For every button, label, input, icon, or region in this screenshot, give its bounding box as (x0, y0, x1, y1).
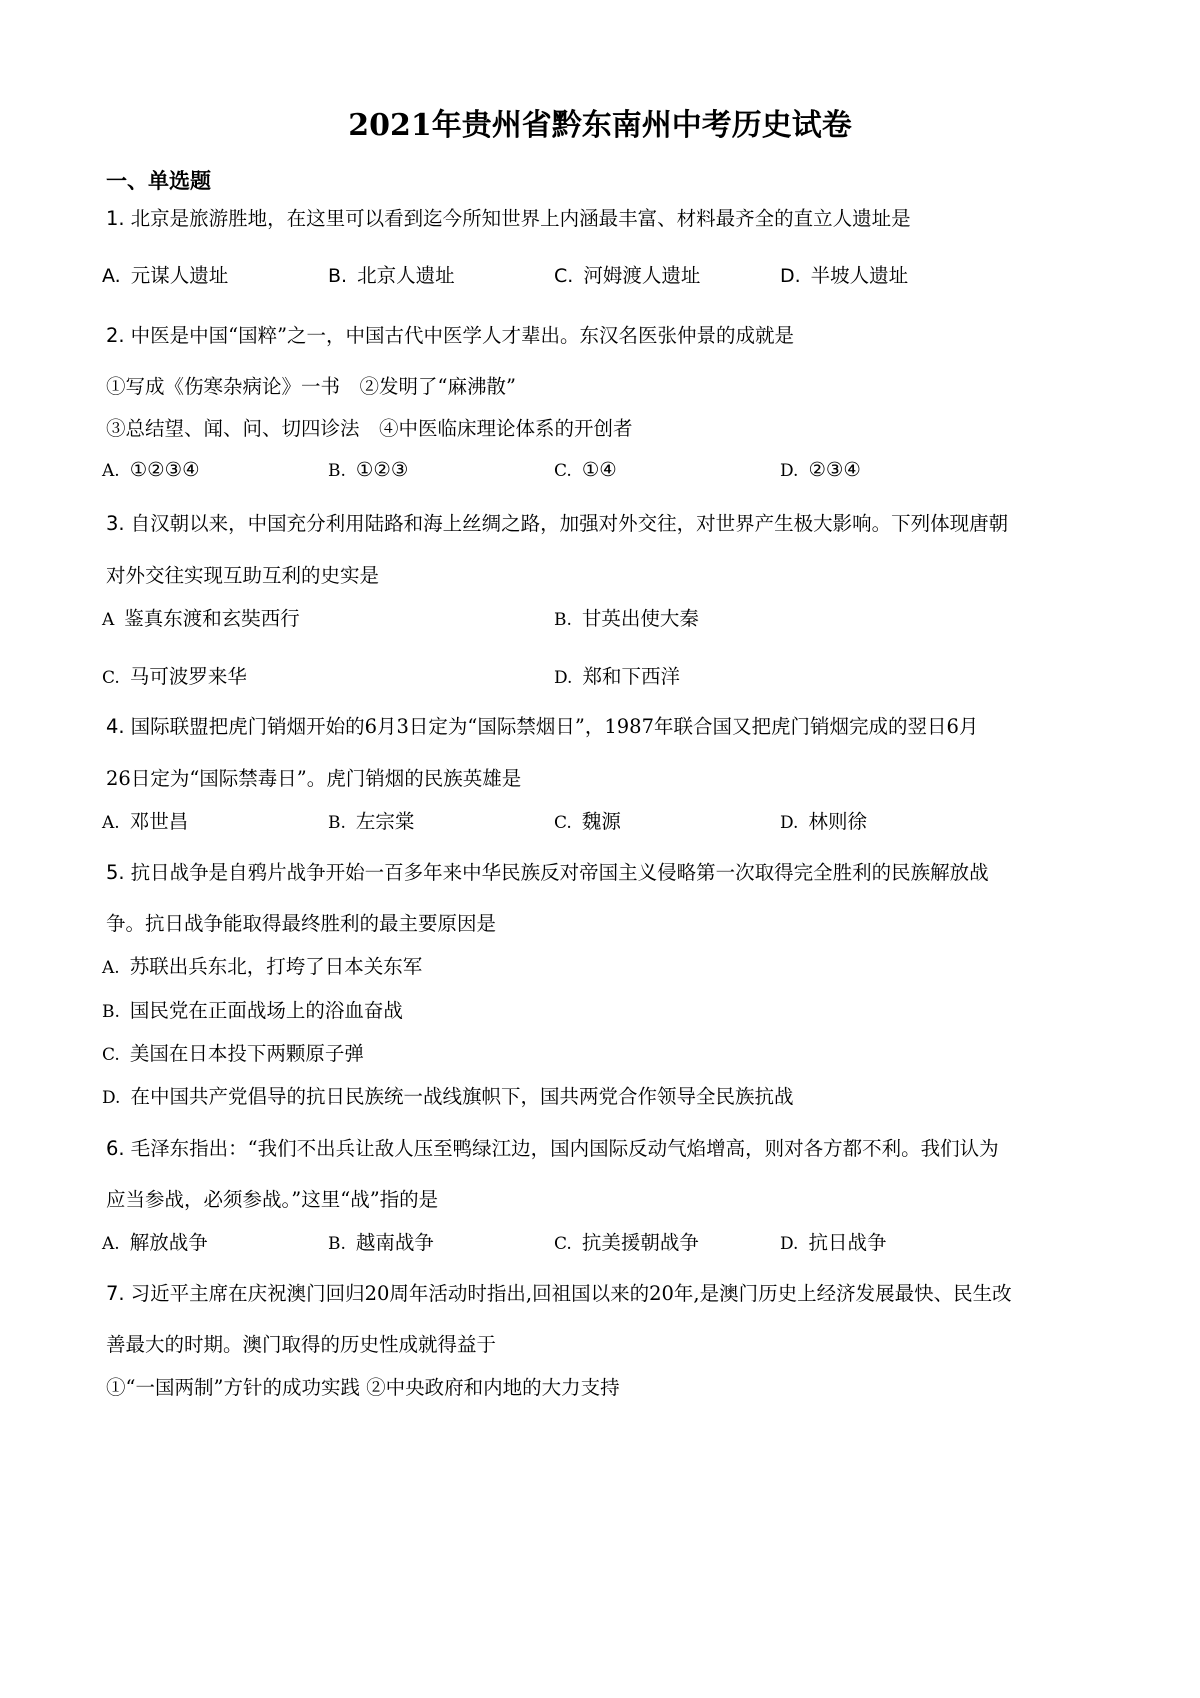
option-a[interactable]: A. 邓世昌 (102, 810, 189, 833)
option-d[interactable]: D. 半坡人遗址 (780, 264, 909, 287)
question-6-stem-cont: 应当参战，必须参战。”这里“战”指的是 (106, 1188, 439, 1211)
option-d[interactable]: D. 抗日战争 (780, 1231, 887, 1254)
option-a[interactable]: A. 元谋人遗址 (102, 264, 229, 287)
question-4-stem-cont: 26日定为“国际禁毒日”。虎门销烟的民族英雄是 (106, 767, 522, 790)
option-b[interactable]: B. 北京人遗址 (328, 264, 455, 287)
question-2-statement: ①写成《伤寒杂病论》一书 ②发明了“麻沸散” (106, 375, 516, 398)
question-5-stem: 5. 抗日战争是自鸦片战争开始一百多年来中华民族反对帝国主义侵略第一次取得完全胜利的民族解放战 (106, 861, 989, 884)
question-1-options (0, 260, 1200, 288)
option-c[interactable]: C. 抗美援朝战争 (554, 1231, 699, 1254)
question-5-option-row (0, 995, 1200, 1023)
question-2-stem: 2. 中医是中国“国粹”之一，中国古代中医学人才辈出。东汉名医张仲景的成就是 (106, 324, 795, 347)
question-3-options-row1 (0, 603, 1200, 631)
question-3-stem: 3. 自汉朝以来，中国充分利用陆路和海上丝绸之路，加强对外交往，对世界产生极大影响。下列体现唐朝 (106, 512, 1009, 535)
option-a[interactable]: A. 苏联出兵东北，打垮了日本关东军 (102, 955, 423, 978)
option-b[interactable]: B. ①②③ (328, 458, 409, 481)
question-5-stem-cont: 争。抗日战争能取得最终胜利的最主要原因是 (106, 912, 497, 935)
option-a[interactable]: A 鉴真东渡和玄奘西行 (102, 607, 300, 630)
option-d[interactable]: D. 在中国共产党倡导的抗日民族统一战线旗帜下，国共两党合作领导全民族抗战 (102, 1085, 794, 1108)
question-2-statement: ③总结望、闻、问、切四诊法 ④中医临床理论体系的开创者 (106, 417, 633, 440)
option-c[interactable]: C. 马可波罗来华 (102, 665, 247, 688)
option-b[interactable]: B. 左宗棠 (328, 810, 415, 833)
option-b[interactable]: B. 越南战争 (328, 1231, 434, 1254)
option-c[interactable]: C. 河姆渡人遗址 (554, 264, 701, 287)
question-number: 3. (106, 512, 125, 535)
question-7-stem: 7. 习近平主席在庆祝澳门回归20周年活动时指出,回祖国以来的20年,是澳门历史上经济发展最快、民生改 (106, 1282, 1012, 1305)
question-number: 4. (106, 715, 125, 738)
option-d[interactable]: D. ②③④ (780, 458, 861, 481)
question-number: 1. (106, 207, 125, 230)
question-number: 2. (106, 324, 125, 347)
question-7-statement: ①“一国两制”方针的成功实践 ②中央政府和内地的大力支持 (106, 1376, 620, 1399)
option-c[interactable]: C. ①④ (554, 458, 617, 481)
question-5-option-row (0, 951, 1200, 979)
question-4-options (0, 806, 1200, 834)
question-number: 6. (106, 1137, 125, 1160)
question-number: 5. (106, 861, 125, 884)
option-d[interactable]: D. 郑和下西洋 (554, 665, 680, 688)
question-2-options (0, 458, 1200, 486)
question-3-stem-cont: 对外交往实现互助互利的史实是 (106, 564, 380, 587)
section-heading: 一、单选题 (106, 168, 211, 193)
option-a[interactable]: A. 解放战争 (102, 1231, 208, 1254)
question-3-options-row2 (0, 661, 1200, 689)
option-a[interactable]: A. ①②③④ (102, 458, 200, 481)
question-number: 7. (106, 1282, 125, 1305)
question-6-options (0, 1227, 1200, 1255)
option-d[interactable]: D. 林则徐 (780, 810, 867, 833)
question-5-option-row (0, 1081, 1200, 1109)
question-7-stem-cont: 善最大的时期。澳门取得的历史性成就得益于 (106, 1333, 497, 1356)
option-c[interactable]: C. 美国在日本投下两颗原子弹 (102, 1042, 364, 1065)
question-5-option-row (0, 1038, 1200, 1066)
option-c[interactable]: C. 魏源 (554, 810, 621, 833)
question-1-stem: 1. 北京是旅游胜地，在这里可以看到迄今所知世界上内涵最丰富、材料最齐全的直立人遗址是 (106, 207, 911, 230)
question-4-stem: 4. 国际联盟把虎门销烟开始的6月3日定为“国际禁烟日”，1987年联合国又把虎门销烟完成的翌日6月 (106, 715, 979, 738)
question-6-stem: 6. 毛泽东指出：“我们不出兵让敌人压至鸭绿江边，国内国际反动气焰增高，则对各方都不利。我们认为 (106, 1137, 999, 1160)
option-b[interactable]: B. 国民党在正面战场上的浴血奋战 (102, 999, 403, 1022)
page-title: 2021年贵州省黔东南州中考历史试卷 (348, 108, 852, 143)
option-b[interactable]: B. 甘英出使大秦 (554, 607, 699, 630)
